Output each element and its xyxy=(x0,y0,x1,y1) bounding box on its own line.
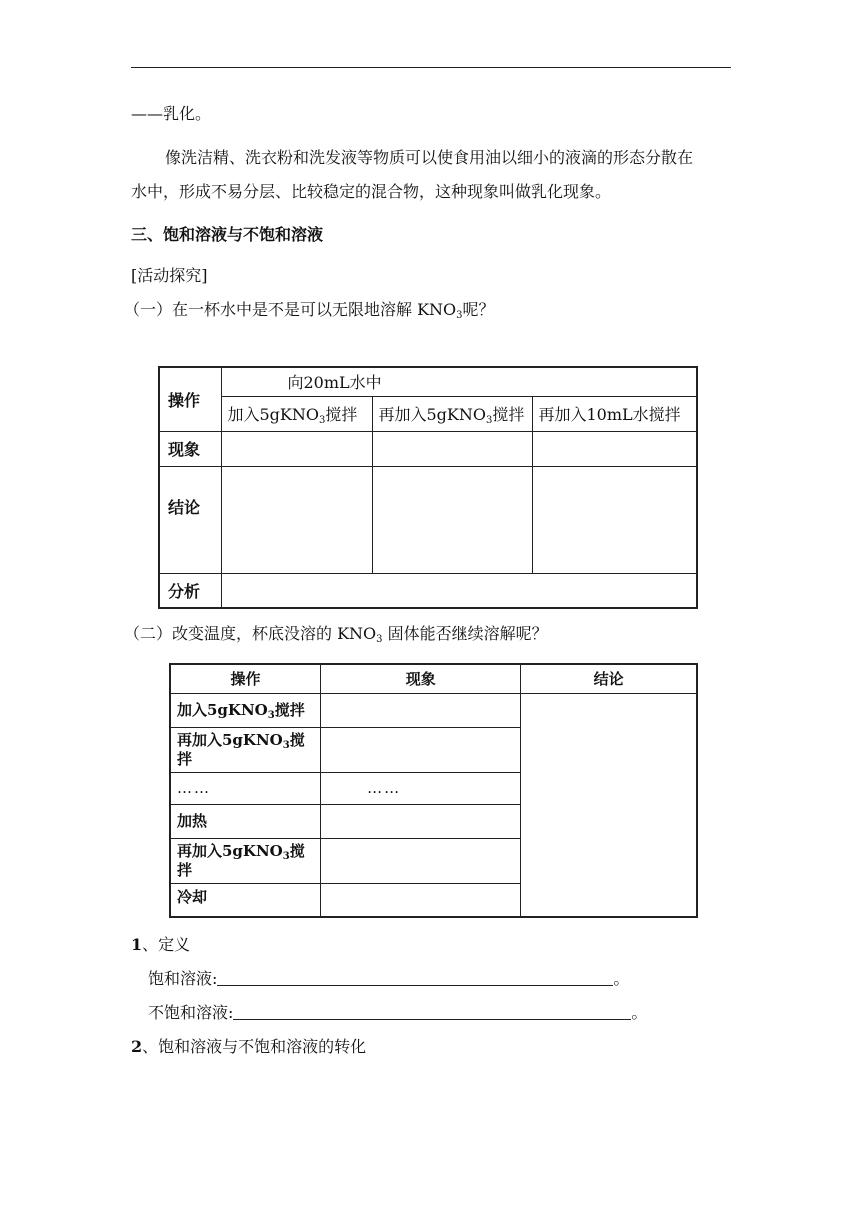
table2-row5-op xyxy=(170,838,321,883)
table2-row5-line2: 拌 xyxy=(177,860,193,879)
table2-conclusion-cell xyxy=(521,693,697,917)
saturated-label: 饱和溶液: xyxy=(148,969,218,988)
table2-row3-phenomenon: …… xyxy=(321,772,521,804)
table1-cell xyxy=(372,431,532,466)
table2-row4-op: 加热 xyxy=(170,804,321,838)
question-1-sub: 3 xyxy=(456,310,463,321)
paragraph-line-2: 水中，形成不易分层、比较稳定的混合物，这种现象叫做乳化现象。 xyxy=(131,182,612,201)
table2-row2-op xyxy=(170,727,321,772)
unsaturated-label: 不饱和溶液: xyxy=(148,1003,234,1022)
table2-cell xyxy=(321,883,521,917)
conversion-title xyxy=(131,1037,366,1057)
table2-header-op: 操作 xyxy=(170,664,321,693)
table1-col1-header xyxy=(221,396,372,431)
table2-cell xyxy=(321,727,521,772)
intro-line: ——乳化。 xyxy=(131,104,212,123)
table1-col1-suffix: 搅拌 xyxy=(325,405,358,424)
question-2 xyxy=(124,624,548,644)
table2-cell xyxy=(321,693,521,727)
table2-row2-suffix: 搅 xyxy=(289,730,305,749)
table1-col2-suffix: 搅拌 xyxy=(492,405,525,424)
saturated-blank[interactable] xyxy=(217,969,613,986)
table2-row1-prefix: 加入5gKNO xyxy=(177,700,268,719)
table1-row-analysis: 分析 xyxy=(159,573,221,608)
table2-row5-suffix: 搅 xyxy=(289,841,305,860)
table1-cell xyxy=(221,431,372,466)
table1-cell xyxy=(372,466,532,573)
table1-col3-header: 再加入10mL水搅拌 xyxy=(532,396,697,431)
table1-cell xyxy=(532,466,697,573)
table1-cell xyxy=(532,431,697,466)
unsaturated-definition xyxy=(148,1003,647,1023)
table1-col2-prefix: 再加入5gKNO xyxy=(378,405,486,424)
table2-header-conclusion: 结论 xyxy=(521,664,697,693)
saturated-definition xyxy=(148,969,629,989)
table2-row1-sub: 3 xyxy=(267,709,275,721)
table2-row5-sub: 3 xyxy=(282,850,290,862)
table2-row3-op: …… xyxy=(170,772,321,804)
table2-cell xyxy=(321,804,521,838)
experiment-table-2 xyxy=(169,663,698,918)
table2-row2-sub: 3 xyxy=(282,739,290,751)
table1-col2-sub: 3 xyxy=(486,415,493,426)
conversion-title-text: 、饱和溶液与不饱和溶液的转化 xyxy=(142,1037,367,1056)
unsaturated-blank[interactable] xyxy=(233,1003,631,1020)
activity-label: [活动探究] xyxy=(131,266,208,285)
table1-col1-prefix: 加入5gKNO xyxy=(227,405,319,424)
table1-group-header: 向20mL水中 xyxy=(221,367,697,396)
unsaturated-end: 。 xyxy=(631,1003,648,1022)
question-1 xyxy=(124,300,495,320)
experiment-table-1 xyxy=(158,366,698,609)
table2-cell xyxy=(321,838,521,883)
section-title: 三、饱和溶液与不饱和溶液 xyxy=(131,225,324,244)
question-1-suffix: 呢？ xyxy=(462,300,495,319)
question-1-prefix: （一）在一杯水中是不是可以无限地溶解 KNO xyxy=(124,300,457,319)
definition-title xyxy=(131,935,190,955)
table2-row6-op: 冷却 xyxy=(170,883,321,917)
question-2-prefix: （二）改变温度，杯底没溶的 KNO xyxy=(124,624,377,643)
definition-title-text: 、定义 xyxy=(142,935,191,954)
question-2-suffix: 固体能否继续溶解呢？ xyxy=(382,624,548,643)
saturated-end: 。 xyxy=(613,969,630,988)
table1-col1-sub: 3 xyxy=(319,415,326,426)
question-2-sub: 3 xyxy=(376,634,383,645)
table1-cell xyxy=(221,466,372,573)
conversion-number: 2 xyxy=(131,1037,143,1056)
table2-header-phenomenon: 现象 xyxy=(321,664,521,693)
table2-row2-line2: 拌 xyxy=(177,749,193,768)
header-rule xyxy=(131,67,731,68)
table1-op-header: 操作 xyxy=(159,367,221,431)
table1-row-phenomenon: 现象 xyxy=(159,431,221,466)
paragraph-line-1: 像洗洁精、洗衣粉和洗发液等物质可以使食用油以细小的液滴的形态分散在 xyxy=(165,148,694,167)
table1-row-conclusion: 结论 xyxy=(159,466,221,573)
definition-number: 1 xyxy=(131,935,143,954)
table2-row5-prefix: 再加入5gKNO xyxy=(177,841,283,860)
table2-row2-prefix: 再加入5gKNO xyxy=(177,730,283,749)
table2-row1-suffix: 搅拌 xyxy=(274,700,305,719)
table2-row1-op xyxy=(170,693,321,727)
table1-col2-header xyxy=(372,396,532,431)
table1-cell xyxy=(221,573,697,608)
